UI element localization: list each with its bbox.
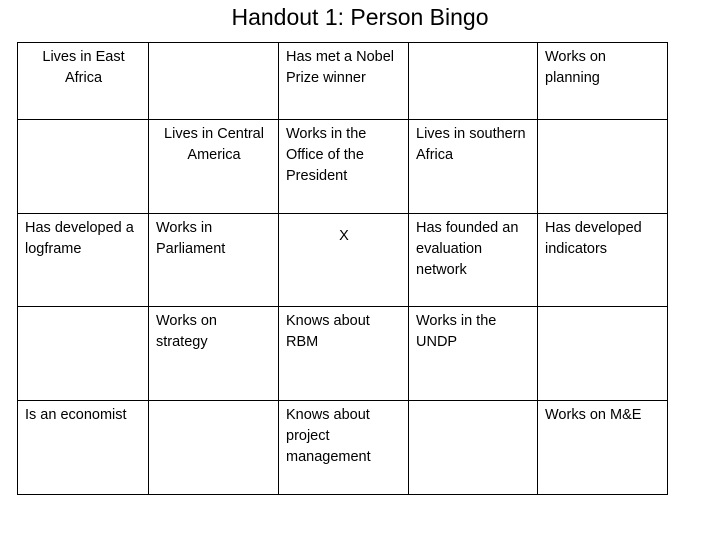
bingo-cell[interactable]	[149, 401, 279, 495]
bingo-cell[interactable]	[409, 401, 538, 495]
bingo-cell[interactable]: Works on strategy	[149, 307, 279, 401]
bingo-cell[interactable]: Has met a Nobel Prize winner	[279, 43, 409, 120]
bingo-cell[interactable]: Works in the UNDP	[409, 307, 538, 401]
page-title: Handout 1: Person Bingo	[231, 4, 489, 30]
bingo-cell[interactable]: Knows about project management	[279, 401, 409, 495]
bingo-cell[interactable]	[538, 120, 668, 214]
bingo-grid	[17, 42, 668, 495]
free-space-mark: X	[339, 228, 349, 244]
bingo-cell[interactable]: Works in Parliament	[149, 214, 279, 307]
bingo-cell[interactable]: Has developed a logframe	[18, 214, 149, 307]
bingo-cell[interactable]: Lives in southern Africa	[409, 120, 538, 214]
bingo-row-1	[18, 43, 668, 120]
bingo-row-2	[18, 120, 668, 214]
bingo-cell[interactable]	[538, 307, 668, 401]
bingo-cell[interactable]: Lives in East Africa	[18, 43, 149, 120]
bingo-cell[interactable]: Is an economist	[18, 401, 149, 495]
bingo-row-4	[18, 307, 668, 401]
bingo-row-5	[18, 401, 668, 495]
bingo-cell[interactable]: Has founded an evaluation network	[409, 214, 538, 307]
bingo-cell[interactable]: Works in the Office of the President	[279, 120, 409, 214]
free-space-cell[interactable]	[279, 214, 409, 307]
bingo-cell[interactable]	[18, 120, 149, 214]
bingo-cell[interactable]: Works on M&E	[538, 401, 668, 495]
bingo-cell[interactable]: Works on planning	[538, 43, 668, 120]
bingo-row-3	[18, 214, 668, 307]
bingo-cell[interactable]	[149, 43, 279, 120]
bingo-cell[interactable]: Has developed indicators	[538, 214, 668, 307]
bingo-cell[interactable]: Lives in Central America	[149, 120, 279, 214]
bingo-cell[interactable]	[18, 307, 149, 401]
bingo-cell[interactable]: Knows about RBM	[279, 307, 409, 401]
bingo-cell[interactable]	[409, 43, 538, 120]
